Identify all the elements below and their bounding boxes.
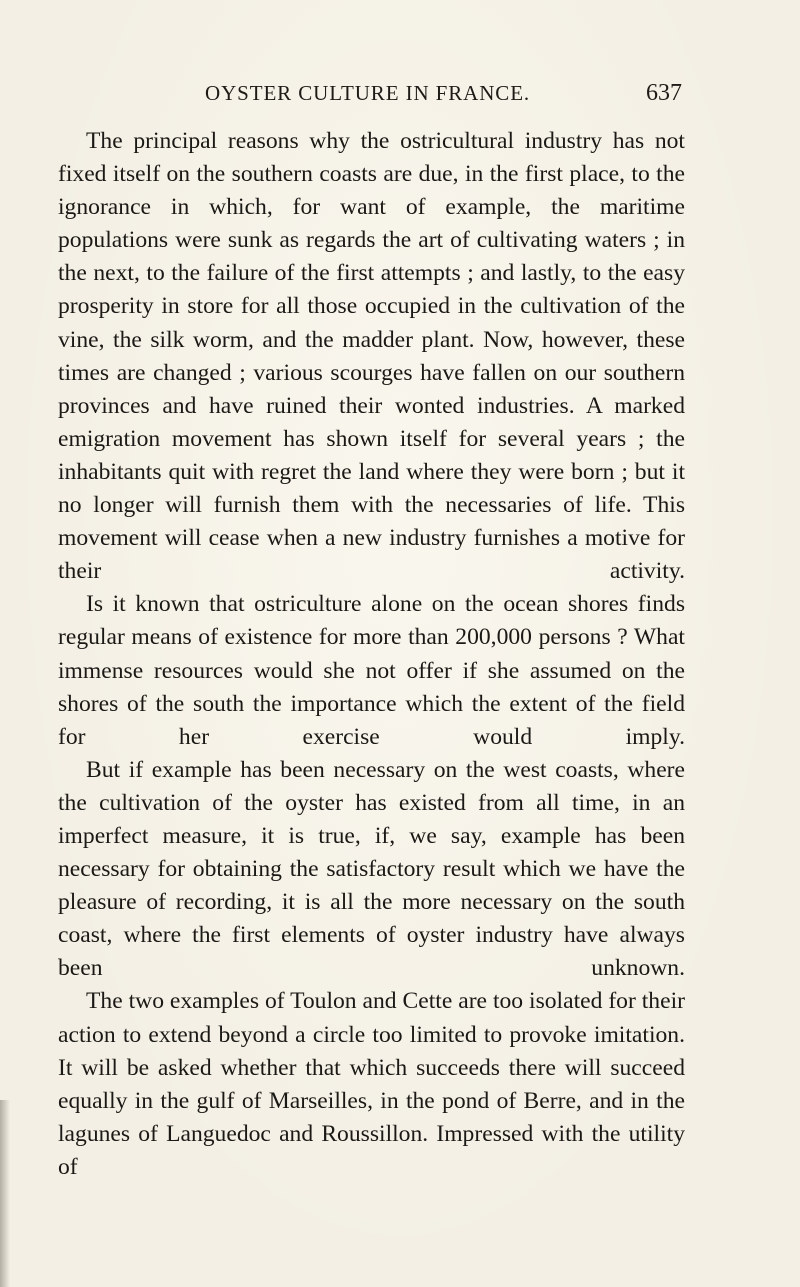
page-number: 637: [646, 80, 682, 106]
paragraph: The two examples of Toulon and Cette are too isolated for their action to extend beyond a circle too limited to provoke imitation. It will be asked whether that which succeeds there will succeed equally in the gulf of Marseilles, in the pond of Berre, and in the lagunes of Languedoc and Roussillon. Impressed with the utility of: [58, 988, 685, 1180]
paragraph: The principal reasons why the ostricultural industry has not fixed itself on the southern coasts are due, in the first place, to the ignorance in which, for want of example, the maritime populations were sunk as regards the art of cultivating waters ; in the next, to the failure of the first attempts ; and lastly, to the easy prosperity in store for all those occupied in the cultivation of the vine, the silk worm, and the madder plant. Now, however, these times are changed ; various scourges have fallen on our southern provinces and have ruined their wonted industries. A marked emigration movement has shown itself for several years ; the inhabitants quit with regret the land where they were born ; but it no longer will furnish them with the necessaries of life. This movement will cease when a new industry furnishes a motive for their activity.: [58, 128, 685, 585]
body-text: [58, 125, 685, 1184]
paragraph: But if example has been necessary on the west coasts, where the cultivation of the oyster has existed from all time, in an imperfect measure, it is true, if, we say, example has been necessary for obtaining the satisfactory result which we have the pleasure of recording, it is all the more necessary on the south coast, where the first elements of oyster industry have always been unknown.: [58, 756, 685, 982]
paragraph: Is it known that ostriculture alone on the ocean shores finds regular means of existence for more than 200,000 persons ? What immense resources would she not offer if she assumed on the shores of the south the importance which the extent of the field for her exercise would imply.: [58, 591, 685, 750]
running-head: [0, 78, 800, 108]
page-edge-shadow: [0, 1100, 10, 1287]
running-title: OYSTER CULTURE IN FRANCE.: [205, 81, 531, 105]
